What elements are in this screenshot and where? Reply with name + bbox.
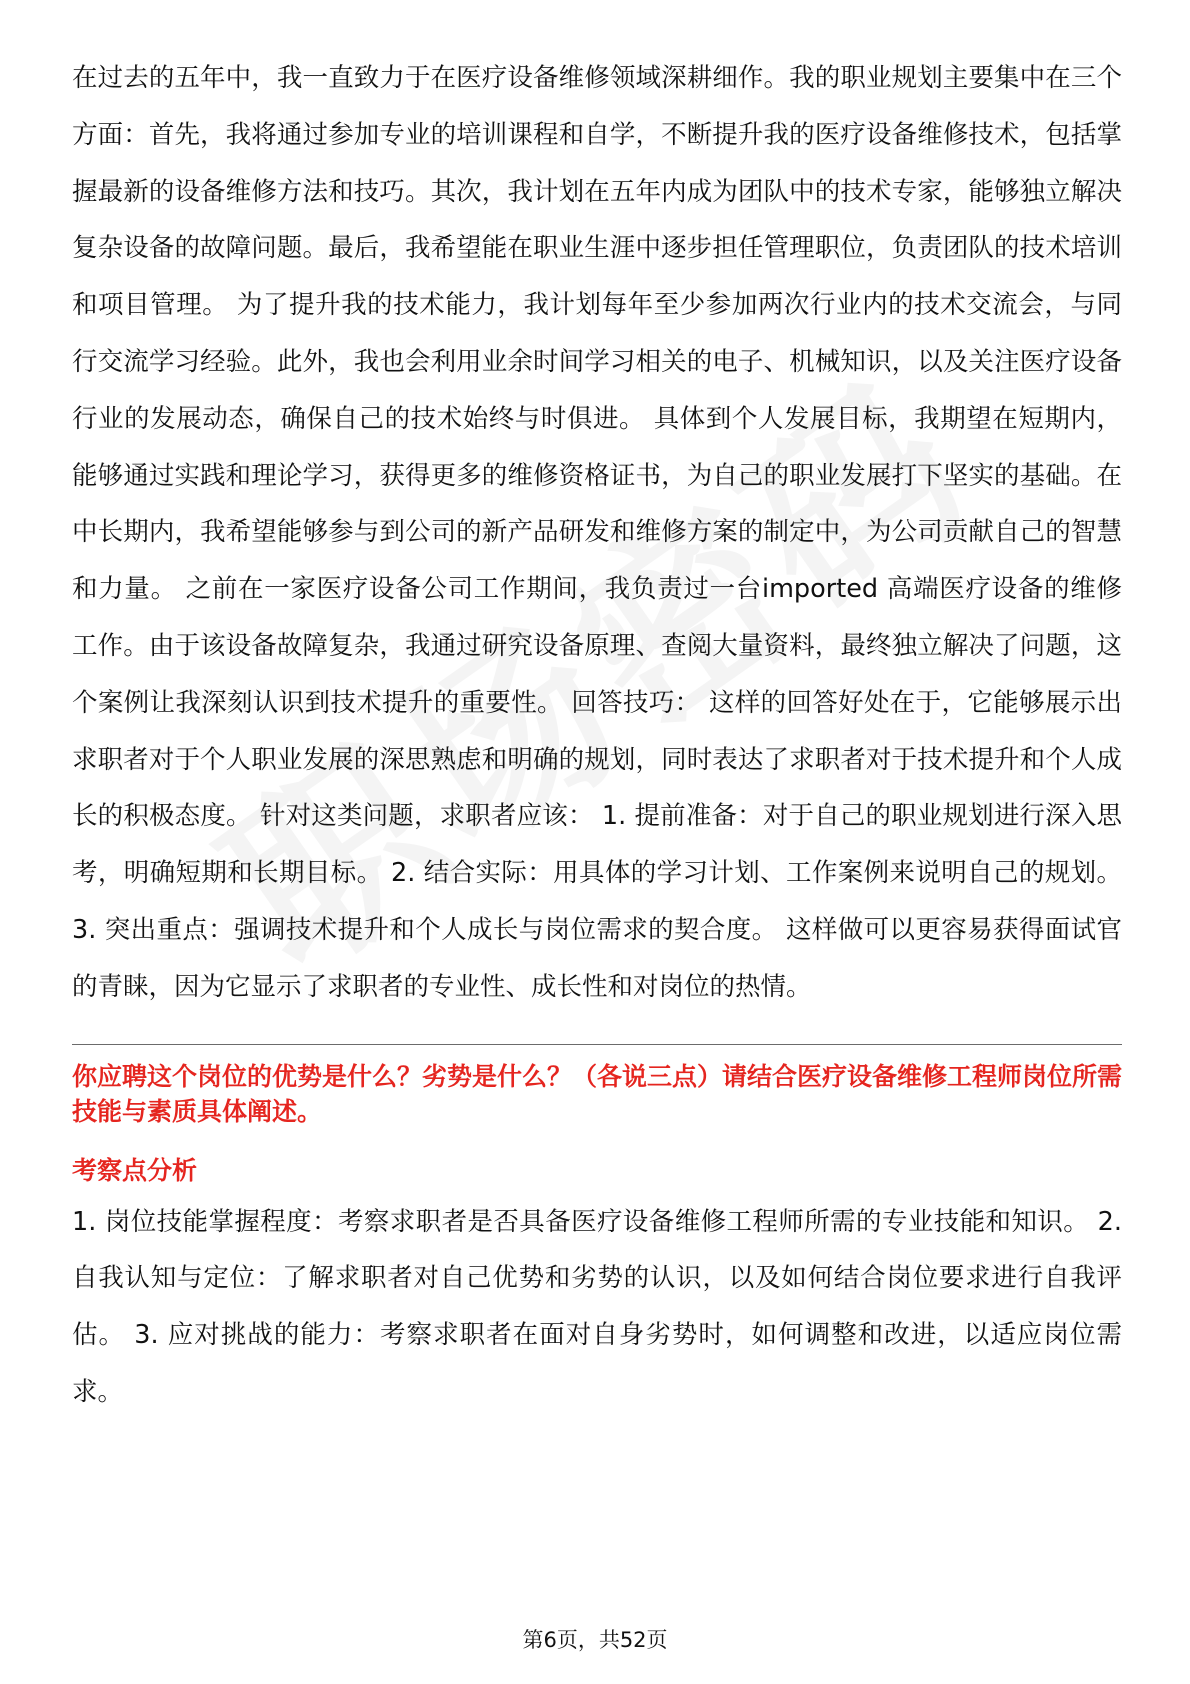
analysis-paragraph: 1. 岗位技能掌握程度：考察求职者是否具备医疗设备维修工程师所需的专业技能和知识。 2. 自我认知与定位：了解求职者对自己优势和劣势的认识，以及如何结合岗位要求进行自我评估。 3. 应对挑战的能力：考察求职者在面对自身劣势时，如何调整和改进，以适应岗位需求。 (72, 1206, 1122, 1407)
page-number: 第6页，共52页 (522, 1628, 668, 1652)
interview-question: 你应聘这个岗位的优势是什么？劣势是什么？（各说三点）请结合医疗设备维修工程师岗位所需技能与素质具体阐述。 (72, 1061, 1123, 1126)
analysis-heading: 考察点分析 (72, 1155, 198, 1185)
section-divider (72, 1044, 1122, 1045)
answer-paragraph: 在过去的五年中，我一直致力于在医疗设备维修领域深耕细作。我的职业规划主要集中在三个方面：首先，我将通过参加专业的培训课程和自学，不断提升我的医疗设备维修技术，包括掌握最新的设备维修方法和技巧。其次，我计划在五年内成为团队中的技术专家，能够独立解决复杂设备的故障问题。最后，我希望能在职业生涯中逐步担任管理职位，负责团队的技术培训和项目管理。 为了提升我的技术能力，我计划每年至少参加两次行业内的技术交流会，与同行交流学习经验。此外，我也会利用业余时间学习相关的电子、机械知识，以及关注医疗设备行业的发展动态，确保自己的技术始终与时俱进。 具体到个人发展目标，我期望在短期内，能够通过实践和理论学习，获得更多的维修资格证书，为自己的职业发展打下坚实的基础。在中长期内，我希望能够参与到公司的新产品研发和维修方案的制定中，为公司贡献自己的智慧和力量。 之前在一家医疗设备公司工作期间，我负责过一台imported 高端医疗设备的维修工作。由于该设备故障复杂，我通过研究设备原理、查阅大量资料，最终独立解决了问题，这个案例让我深刻认识到技术提升的重要性。 回答技巧： 这样的回答好处在于，它能够展示出求职者对于个人职业发展的深思熟虑和明确的规划，同时表达了求职者对于技术提升和个人成长的积极态度。 针对这类问题，求职者应该： 1. 提前准备：对于自己的职业规划进行深入思考，明确短期和长期目标。 2. 结合实际：用具体的学习计划、工作案例来说明自己的规划。 3. 突出重点：强调技术提升和个人成长与岗位需求的契合度。 这样做可以更容易获得面试官的青睐，因为它显示了求职者的专业性、成长性和对岗位的热情。 (72, 63, 1122, 1002)
document-page (72, 50, 1122, 1421)
